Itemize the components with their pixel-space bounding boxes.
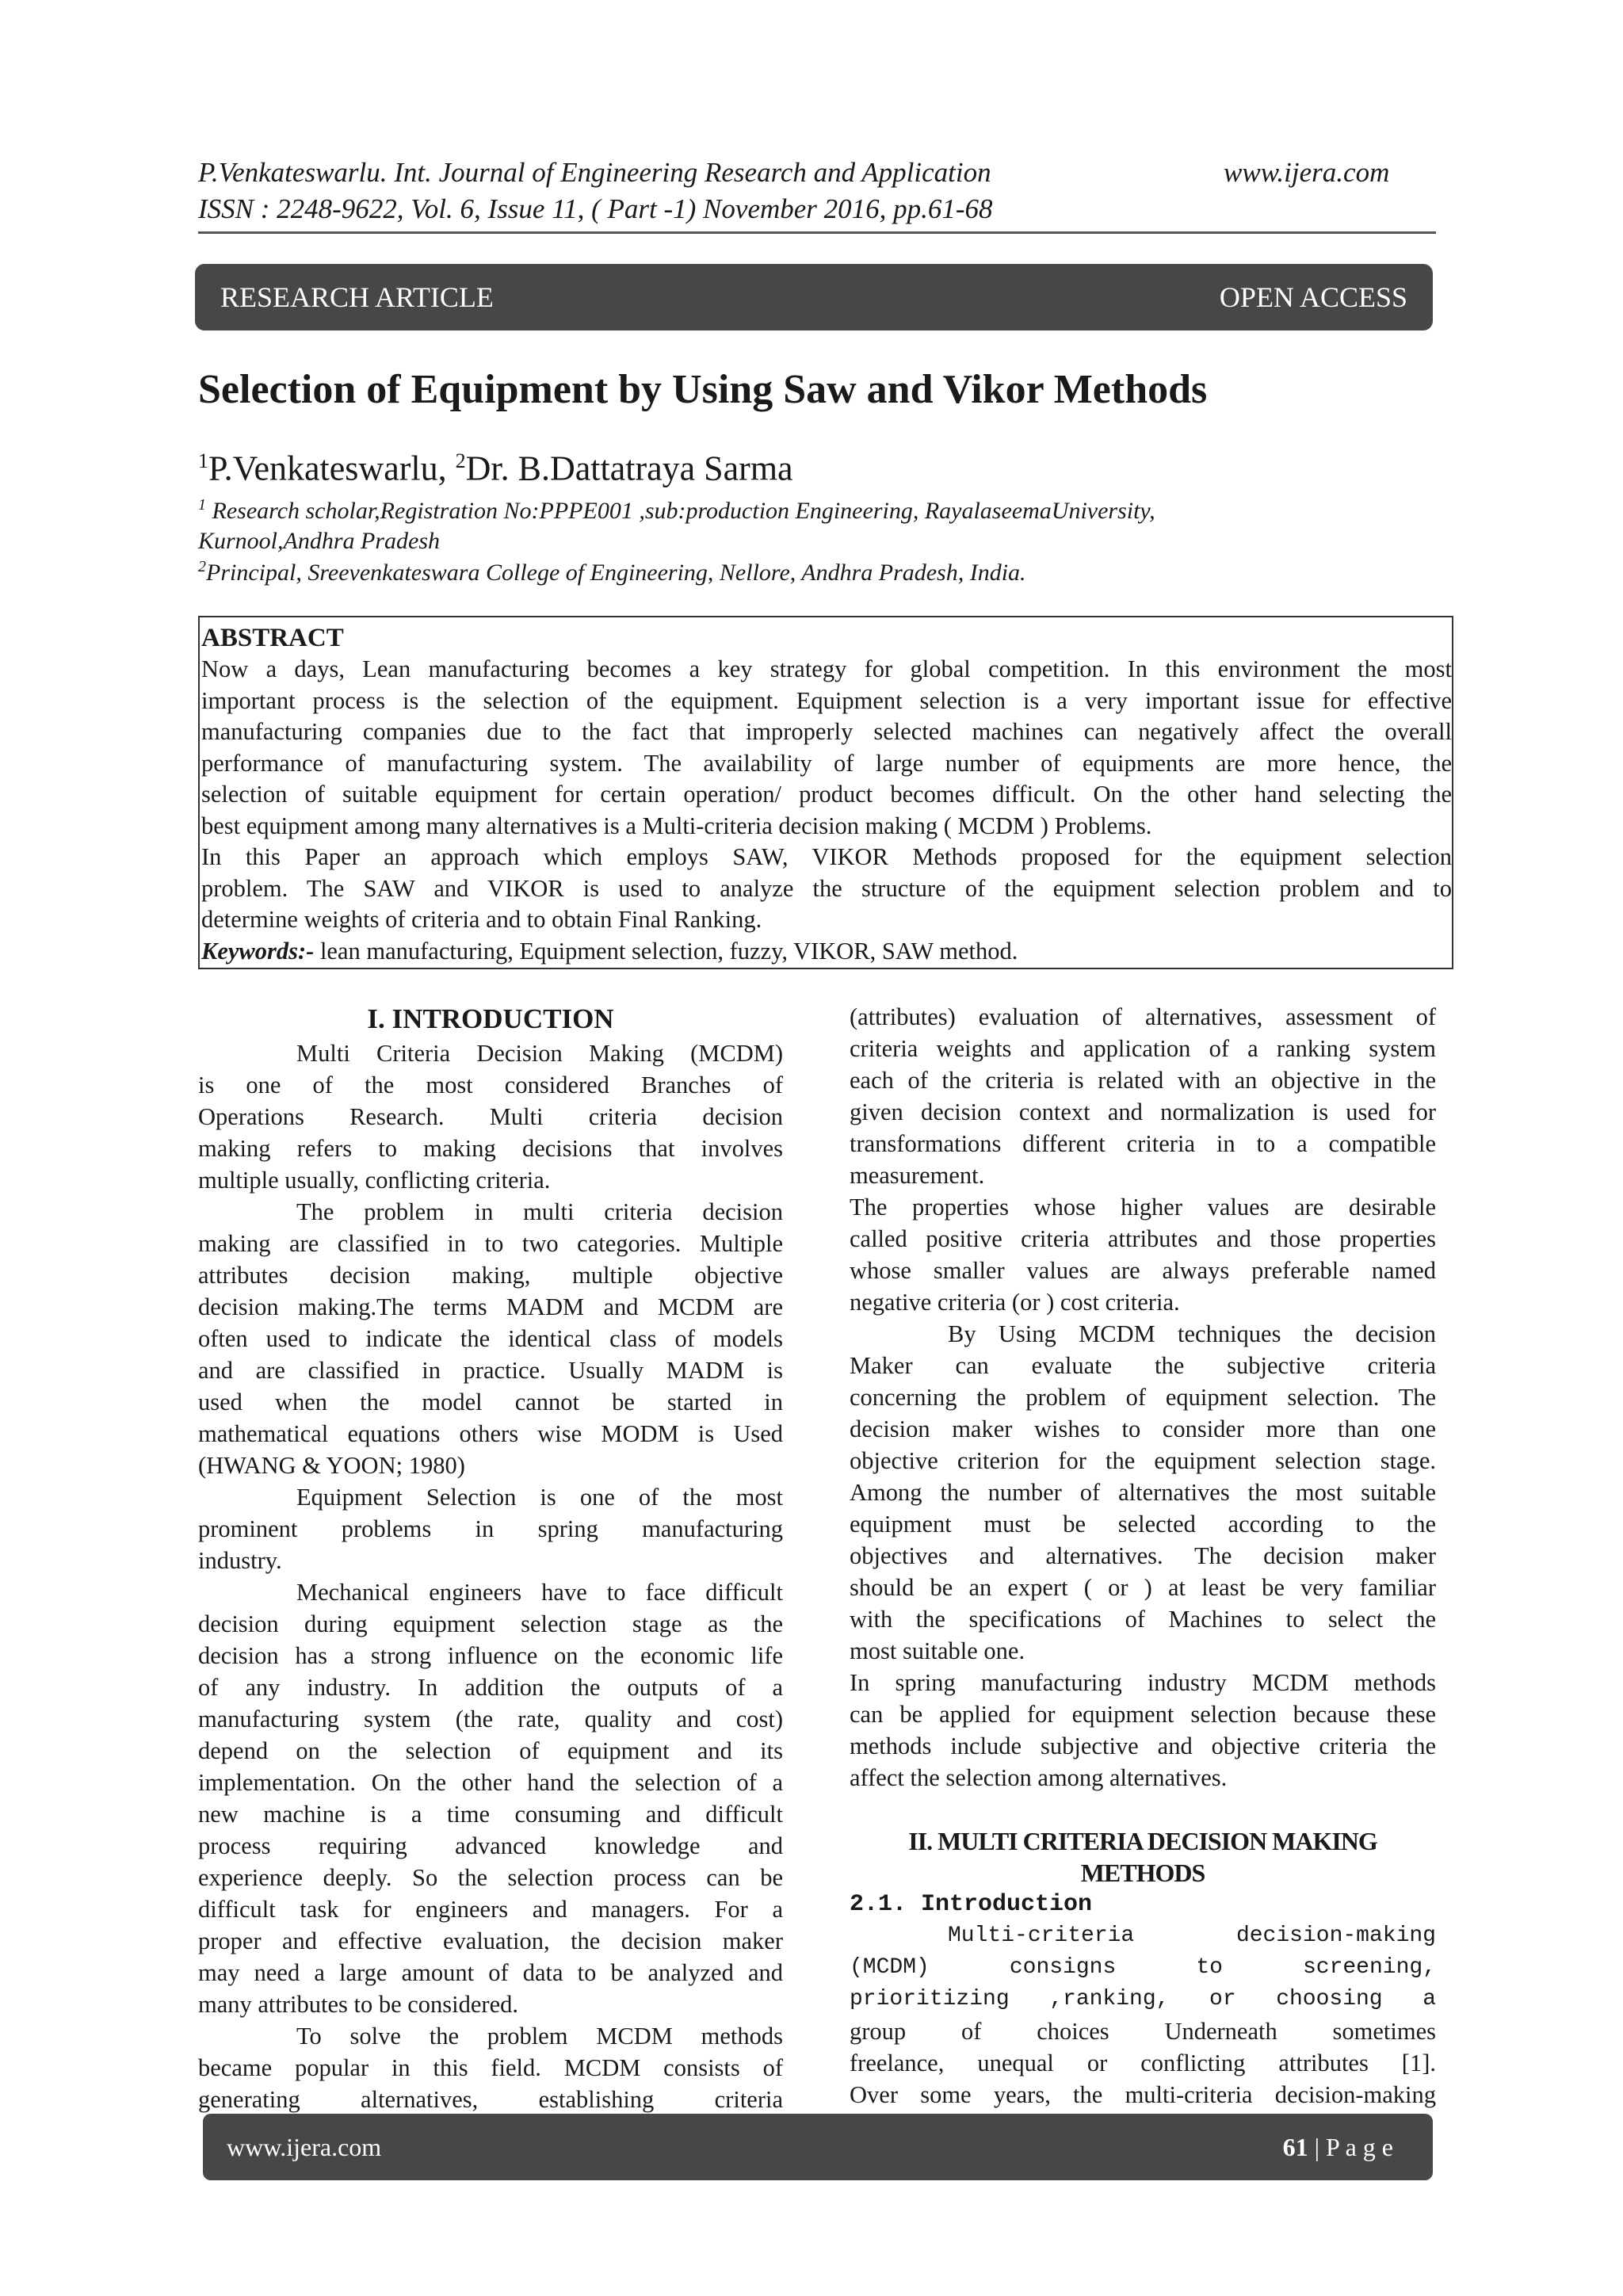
abstract-heading: ABSTRACT [201, 624, 344, 652]
body-line: Maker can evaluate the subjective criteria [850, 1352, 1436, 1379]
body-line: each of the criteria is related with an objective in the [850, 1067, 1436, 1094]
body-line: became popular in this field. MCDM consists of [198, 2054, 783, 2081]
body-line: Multi-criteria decision-making [948, 1924, 1436, 1948]
right-column [850, 1001, 1436, 2111]
author-1: P.Venkateswarlu, [208, 449, 456, 488]
body-line: many attributes to be considered. [198, 1991, 519, 2018]
body-line: proper and effective evaluation, the decision maker [198, 1927, 783, 1954]
abstract-line: problem. The SAW and VIKOR is used to analyze the structure of the equipment selection problem and to [201, 874, 1452, 902]
body-line: with the specifications of Machines to select the [850, 1606, 1436, 1633]
body-line: group of choices Underneath sometimes [850, 2018, 1436, 2045]
abstract-line: In this Paper an approach which employs SAW, VIKOR Methods proposed for the equipment selection [201, 843, 1452, 870]
paper-title: Selection of Equipment by Using Saw and Vikor Methods [198, 367, 1208, 412]
header-divider [198, 231, 1436, 234]
body-line: mathematical equations others wise MODM is Used [198, 1420, 783, 1447]
body-line: decision maker wishes to consider more than one [850, 1415, 1436, 1442]
body-line: (HWANG & YOON; 1980) [198, 1452, 465, 1479]
body-line: given decision context and normalization is used for [850, 1098, 1436, 1125]
body-line: Among the number of alternatives the most suitable [850, 1479, 1436, 1506]
body-line: affect the selection among alternatives. [850, 1764, 1228, 1791]
body-line: Operations Research. Multi criteria decision [198, 1103, 783, 1130]
body-line: attributes decision making, multiple objective [198, 1262, 783, 1289]
abstract-line: manufacturing companies due to the fact that improperly selected machines can negatively affect the overall [201, 718, 1452, 745]
body-line: measurement. [850, 1162, 985, 1189]
body-line: negative criteria (or ) cost criteria. [850, 1289, 1180, 1316]
body-line: used when the model cannot be started in [198, 1389, 783, 1415]
body-line: industry. [198, 1547, 282, 1574]
affiliation-1-line1: Research scholar,Registration No:PPPE001 ,sub:production Engineering, RayalaseemaUniversity, [206, 498, 1155, 524]
page-footer [203, 2114, 1433, 2180]
body-line: concerning the problem of equipment selection. The [850, 1384, 1436, 1411]
body-line: Multi Criteria Decision Making (MCDM) [296, 1040, 783, 1067]
running-header [198, 155, 993, 227]
body-line: multiple usually, conflicting criteria. [198, 1167, 551, 1194]
affiliation-2-line1: Principal, Sreevenkateswara College of Engineering, Nellore, Andhra Pradesh, India. [206, 560, 1026, 586]
affiliation-1-line2: Kurnool,Andhra Pradesh [198, 528, 441, 554]
abstract-line: Now a days, Lean manufacturing becomes a key strategy for global competition. In this environment the most [201, 655, 1452, 682]
author-2-marker: 2 [455, 449, 466, 472]
body-line: objective criterion for the equipment selection stage. [850, 1447, 1436, 1474]
body-line: is one of the most considered Branches of [198, 1072, 783, 1098]
body-line: In spring manufacturing industry MCDM methods [850, 1669, 1436, 1696]
section-2-heading-line2: METHODS [1080, 1859, 1205, 1887]
body-line: making are classified in to two categories. Multiple [198, 1230, 783, 1257]
body-line: whose smaller values are always preferable named [850, 1257, 1436, 1284]
section-gap [850, 1794, 1436, 1825]
abstract-box [198, 616, 1453, 969]
abstract-line: selection of suitable equipment for certain operation/ product becomes difficult. On the other hand selecting the [201, 781, 1452, 808]
body-line: methods include subjective and objective criteria the [850, 1733, 1436, 1759]
body-line: (attributes) evaluation of alternatives, assessment of [850, 1003, 1436, 1030]
body-line: can be applied for equipment selection because these [850, 1701, 1436, 1728]
body-line: decision has a strong influence on the economic life [198, 1642, 783, 1669]
open-access-label: OPEN ACCESS [1219, 281, 1407, 313]
article-type-banner [195, 264, 1433, 330]
body-line: By Using MCDM techniques the decision [948, 1320, 1436, 1347]
body-line: and are classified in practice. Usually MADM is [198, 1357, 783, 1384]
left-column [198, 1001, 783, 2115]
section-2-heading-line1: II. MULTI CRITERIA DECISION MAKING [908, 1827, 1377, 1855]
body-line: To solve the problem MCDM methods [296, 2023, 783, 2050]
body-line: depend on the selection of equipment and its [198, 1737, 783, 1764]
body-line: Mechanical engineers have to face difficult [296, 1579, 783, 1606]
subsection-2-1-heading: 2.1. Introduction [850, 1891, 1093, 1918]
page-label: | P a g e [1308, 2132, 1393, 2161]
page-number-block [1283, 2133, 1393, 2162]
body-line: new machine is a time consuming and difficult [198, 1801, 783, 1828]
abstract-line: performance of manufacturing system. The availability of large number of equipments are more hence, the [201, 749, 1452, 777]
body-line: most suitable one. [850, 1637, 1025, 1664]
body-line: of any industry. In addition the outputs of a [198, 1674, 783, 1701]
page-number: 61 [1282, 2132, 1308, 2161]
section-1-heading: I. INTRODUCTION [367, 1003, 614, 1034]
keywords-line [201, 936, 1452, 968]
footer-website[interactable]: www.ijera.com [227, 2132, 382, 2161]
affiliation-1-marker: 1 [198, 496, 206, 514]
research-article-label: RESEARCH ARTICLE [220, 281, 494, 313]
body-line: prominent problems in spring manufacturing [198, 1515, 783, 1542]
body-line: implementation. On the other hand the selection of a [198, 1769, 783, 1796]
body-line: objectives and alternatives. The decision maker [850, 1542, 1436, 1569]
body-line: often used to indicate the identical class of models [198, 1325, 783, 1352]
affiliation-1 [198, 490, 1155, 556]
body-line: prioritizing ,ranking, or choosing a [850, 1987, 1436, 2011]
body-line: freelance, unequal or conflicting attributes [1]. [850, 2050, 1436, 2076]
body-line: manufacturing system (the rate, quality and cost) [198, 1706, 783, 1733]
affiliation-2-marker: 2 [198, 558, 206, 575]
body-line: The problem in multi criteria decision [296, 1198, 783, 1225]
body-line: difficult task for engineers and managers. For a [198, 1896, 783, 1923]
body-line: transformations different criteria in to a compatible [850, 1130, 1436, 1157]
keywords-text: lean manufacturing, Equipment selection, fuzzy, VIKOR, SAW method. [314, 937, 1018, 965]
abstract-line: best equipment among many alternatives is a Multi-criteria decision making ( MCDM ) Problems. [201, 812, 1152, 839]
journal-website[interactable]: www.ijera.com [1224, 157, 1390, 188]
author-2: Dr. B.Dattatraya Sarma [465, 449, 793, 488]
author-1-marker: 1 [198, 449, 208, 472]
affiliation-2 [198, 552, 1026, 588]
body-line: making refers to making decisions that involves [198, 1135, 783, 1162]
body-line: (MCDM) consigns to screening, [850, 1955, 1436, 1980]
body-line: decision making.The terms MADM and MCDM are [198, 1293, 783, 1320]
body-line: Equipment Selection is one of the most [296, 1484, 783, 1511]
body-line: Over some years, the multi-criteria decision-making [850, 2081, 1436, 2108]
body-line: should be an expert ( or ) at least be very familiar [850, 1574, 1436, 1601]
abstract-line: important process is the selection of the equipment. Equipment selection is a very important issue for effective [201, 686, 1452, 714]
body-line: generating alternatives, establishing criteria [198, 2086, 783, 2113]
body-line: experience deeply. So the selection process can be [198, 1864, 783, 1891]
keywords-label: Keywords:- [201, 937, 315, 965]
journal-citation: P.Venkateswarlu. Int. Journal of Engineering Research and Application [198, 157, 991, 188]
body-line: may need a large amount of data to be analyzed and [198, 1959, 783, 1986]
body-line: process requiring advanced knowledge and [198, 1832, 783, 1859]
abstract-line: determine weights of criteria and to obtain Final Ranking. [201, 906, 762, 933]
body-line: equipment must be selected according to the [850, 1511, 1436, 1538]
body-line: criteria weights and application of a ranking system [850, 1035, 1436, 1062]
body-line: called positive criteria attributes and those properties [850, 1225, 1436, 1252]
author-list [198, 437, 793, 493]
body-line: decision during equipment selection stage as the [198, 1610, 783, 1637]
body-line: The properties whose higher values are desirable [850, 1194, 1436, 1221]
issn-line: ISSN : 2248-9622, Vol. 6, Issue 11, ( Part -1) November 2016, pp.61-68 [198, 193, 993, 224]
